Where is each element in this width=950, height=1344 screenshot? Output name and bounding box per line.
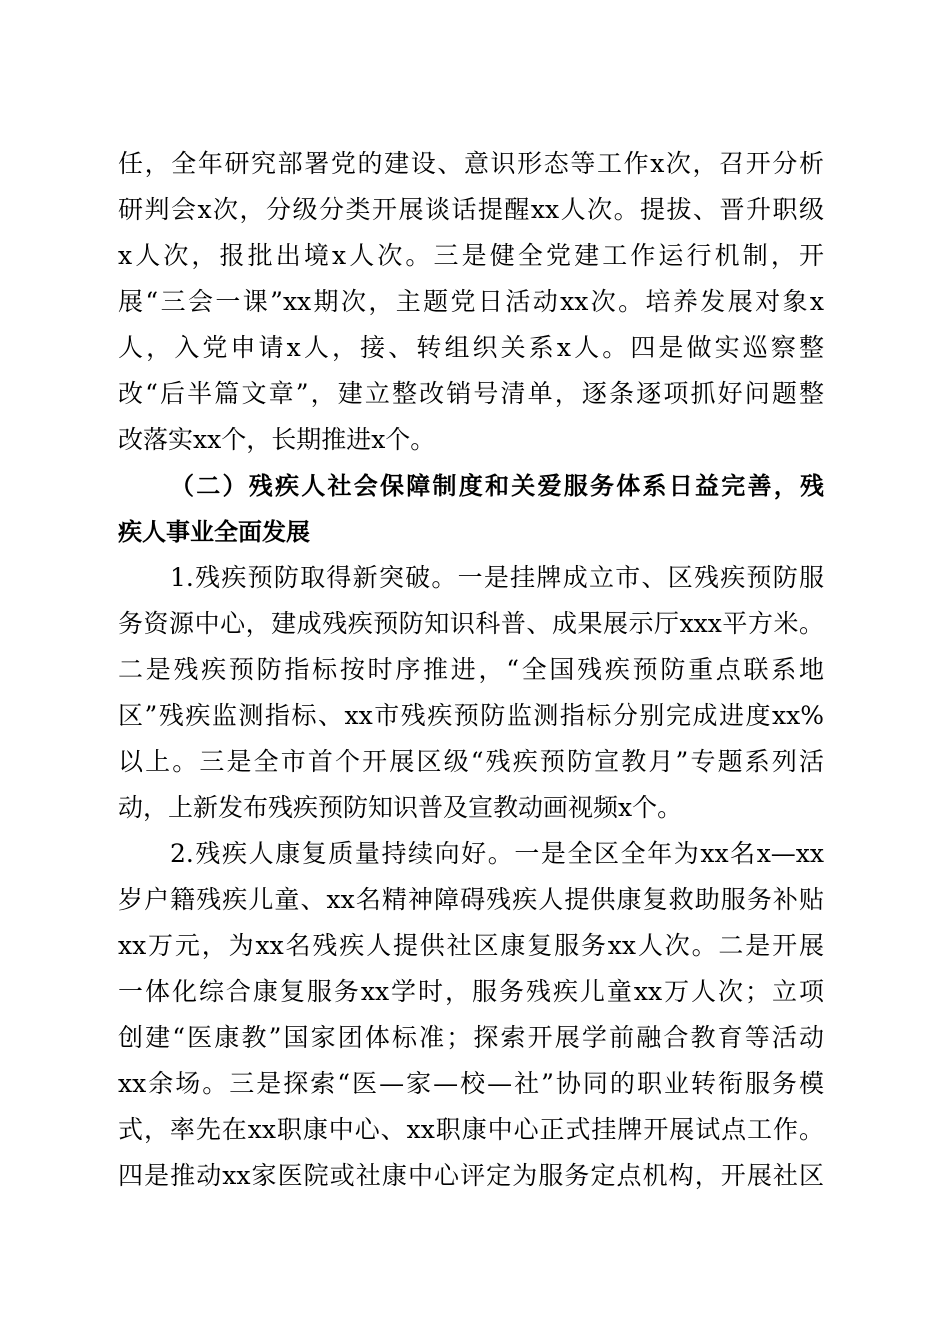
text-line: 四是推动xx家医院或社康中心评定为服务定点机构，开展社区 xyxy=(118,1161,824,1190)
text-line: 人，入党申请x人，接、转组织关系x人。四是做实巡察整 xyxy=(118,333,824,362)
text-line: 二是残疾预防指标按时序推进，“全国残疾预防重点联系地 xyxy=(118,655,824,684)
text-line: 研判会x次，分级分类开展谈话提醒xx人次。提拔、晋升职级 xyxy=(118,195,824,224)
section-heading: （二）残疾人社会保障制度和关爱服务体系日益完善，残 xyxy=(170,472,824,500)
text-line: 创建“医康教”国家团体标准；探索开展学前融合教育等活动 xyxy=(118,1023,824,1052)
text-line: 区”残疾监测指标、xx市残疾预防监测指标分别完成进度xx% xyxy=(118,701,824,730)
paragraph-first-line: 1.残疾预防取得新突破。一是挂牌成立市、区残疾预防服 xyxy=(170,563,824,592)
text-line: 改“后半篇文章”，建立整改销号清单，逐条逐项抓好问题整 xyxy=(118,379,824,408)
text-line: 务资源中心，建成残疾预防知识科普、成果展示厅xxx平方米。 xyxy=(118,609,824,638)
text-line: 以上。三是全市首个开展区级“残疾预防宣教月”专题系列活 xyxy=(118,747,824,776)
text-line: 一体化综合康复服务xx学时，服务残疾儿童xx万人次；立项 xyxy=(118,977,824,1006)
text-line: 任，全年研究部署党的建设、意识形态等工作x次，召开分析 xyxy=(118,149,824,178)
section-heading-continuation: 疾人事业全面发展 xyxy=(118,518,310,546)
text-line: 动，上新发布残疾预防知识普及宣教动画视频x个。 xyxy=(118,793,683,822)
text-line: x人次，报批出境x人次。三是健全党建工作运行机制，开 xyxy=(118,241,824,270)
text-line: 式，率先在xx职康中心、xx职康中心正式挂牌开展试点工作。 xyxy=(118,1115,824,1144)
text-line: xx万元，为xx名残疾人提供社区康复服务xx人次。二是开展 xyxy=(118,931,824,960)
paragraph-first-line: 2.残疾人康复质量持续向好。一是全区全年为xx名x—xx xyxy=(170,839,824,868)
text-line: xx余场。三是探索“医—家—校—社”协同的职业转衔服务模 xyxy=(118,1069,824,1098)
text-line: 改落实xx个，长期推进x个。 xyxy=(118,425,436,454)
text-line: 展“三会一课”xx期次，主题党日活动xx次。培养发展对象x xyxy=(118,287,824,316)
text-line: 岁户籍残疾儿童、xx名精神障碍残疾人提供康复救助服务补贴 xyxy=(118,885,824,914)
